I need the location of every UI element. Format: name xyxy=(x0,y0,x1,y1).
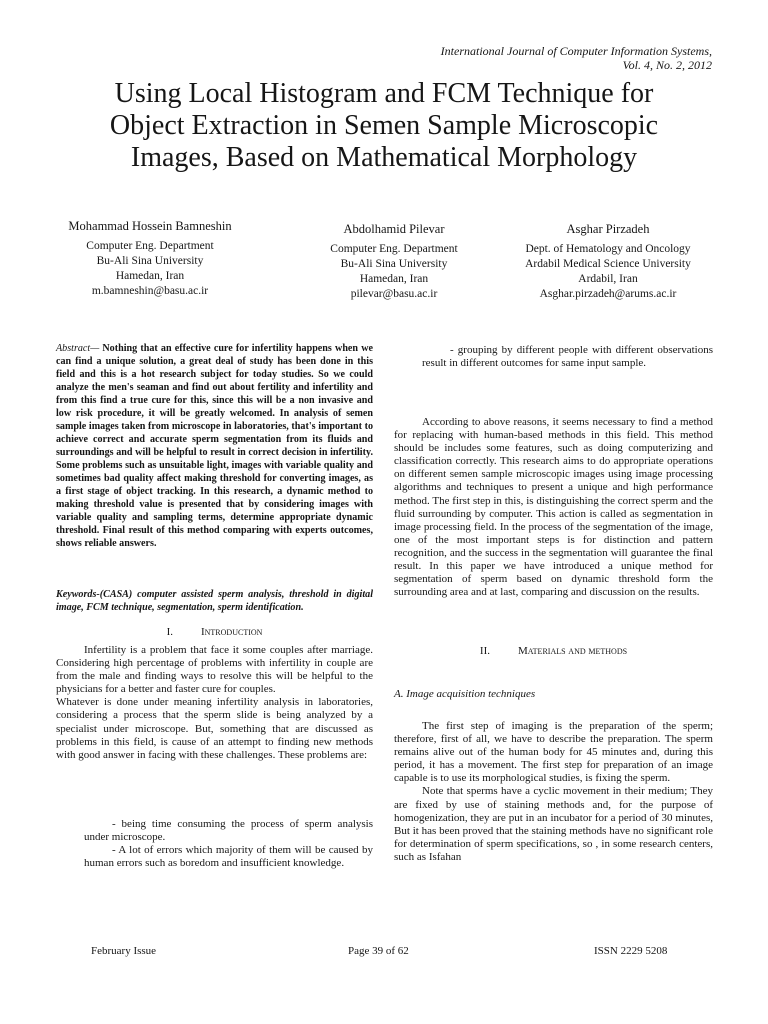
section-heading-introduction xyxy=(56,626,373,638)
author-institution: Ardabil Medical Science University xyxy=(525,258,691,270)
section-heading-materials xyxy=(394,645,713,657)
journal-name: International Journal of Computer Information Systems, xyxy=(440,44,712,58)
author-name: Asghar Pirzadeh xyxy=(566,222,650,236)
problem-item-2: - A lot of errors which majority of them will be caused by human errors such as boredom and insufficient knowledge. xyxy=(84,844,373,870)
keywords: Keywords-(CASA) computer assisted sperm analysis, threshold in digital image, FCM technique, segmentation, sperm identification. xyxy=(56,589,373,613)
author-block-3 xyxy=(496,222,720,302)
problem-item-3: - grouping by different people with different observations result in different outcomes for same input sample. xyxy=(422,344,713,370)
materials-paragraph-2: Note that sperms have a cyclic movement in their medium; They are fixed by use of staining methods and, for the purpose of homogenization, they are put in an incubator for a period of 30 minutes, But it has been proved that the staining methods have no significant role for determination of sperm specifications, so , in some research centers, such as Isfahan xyxy=(394,785,713,863)
author-dept: Computer Eng. Department xyxy=(330,243,458,255)
problem-list xyxy=(84,818,373,870)
section-number: II. xyxy=(479,645,490,657)
footer-page-number: Page 39 of 62 xyxy=(348,945,409,957)
problem-item-1: - being time consuming the process of sperm analysis under microscope. xyxy=(84,818,373,844)
author-dept: Dept. of Hematology and Oncology xyxy=(525,243,691,255)
intro-paragraph-2: Whatever is done under meaning infertility analysis in laboratories, considering a process that the sperm slide is being analyzed by a specialist under microscope. But, something that are discussed as problems in this field, is cause of an attempt to finding new methods with good answer in facing with these challenges. These problems are: xyxy=(56,696,373,761)
footer-issue: February Issue xyxy=(91,945,157,957)
abstract xyxy=(56,342,373,550)
title-line-1: Using Local Histogram and FCM Technique for xyxy=(114,78,654,109)
author-email: m.bamneshin@basu.ac.ir xyxy=(91,285,209,297)
reasons-paragraph: According to above reasons, it seems necessary to find a method for replacing with human-based methods in this field. This method should be includes some features, such as doing computerizing and classification correctly. This research aims to do appropriate operations on different semen sample microscopic images using image processing algorithms and techniques to present a unique and high performance method. The first step in this, is distinguishing the correct sperm and the fluid surrounding by computer. This action is called as segmentation in image processing field. In the process of the segmentation of the image, one of the most important steps is for distinction and pattern recognition, and the success in the segmentation will guarantee the final result. In this paper we have introduced a unique method for segmentation of sperm based on dynamic threshold form the surrounding area and at last, comparing and discussion on the results. xyxy=(394,416,713,599)
subsection-heading-a: A. Image acquisition techniques xyxy=(394,688,536,700)
journal-volume: Vol. 4, No. 2, 2012 xyxy=(622,58,712,72)
abstract-label: Abstract— xyxy=(56,343,100,354)
materials-paragraph-1: The first step of imaging is the preparation of the sperm; therefore, first of all, we have to describe the preparation. The sperm remains alive out of the human body for 45 minutes and, during this period, it has a movement. The first step for preparation of an image capable is to use its morphological studies, is fixing the sperm. xyxy=(394,720,713,785)
author-block-1 xyxy=(48,219,252,299)
title-line-3: Images, Based on Mathematical Morphology xyxy=(130,142,638,173)
author-dept: Computer Eng. Department xyxy=(86,240,214,252)
journal-header xyxy=(312,44,712,72)
intro-paragraph-1: Infertility is a problem that face it some couples after marriage. Considering high percentage of problems with infertility in couple are from the male and finding ways to resolve this will be helpful to the physicians for a better and faster cure for couples. xyxy=(56,644,373,696)
author-name: Abdolhamid Pilevar xyxy=(343,222,445,236)
introduction-body xyxy=(56,644,373,762)
section-number: I. xyxy=(166,626,173,638)
paper-title xyxy=(40,78,728,174)
footer-issn: ISSN 2229 5208 xyxy=(594,945,668,957)
author-city: Ardabil, Iran xyxy=(578,273,638,285)
author-email: Asghar.pirzadeh@arums.ac.ir xyxy=(539,288,677,300)
abstract-text: Nothing that an effective cure for infertility happens when we can find a unique solution, a great deal of study has been done in this field and this is a hot research subject for today studies. So we could analyze the men's seaman and find out about fertility and infertility and from this find a true cure for this, since this will be a non invasive and low risk procedure, it will be greatly welcomed. In analysis of semen sample images taken from microscope in laboratories, that's important to achieve correct and accurate sperm segmentation from its fluids and surroundings and will be helpful to result in correct decision in infertility. Some problems such as unsuitable light, images with variable quality and sometimes bad quality affect making threshold for converting images, as a first stage of object tracking. In this research, a dynamic method to making threshold value is presented that by considering images with variable quality and sampling terms, determine appropriate dynamic threshold. Final result of this method comparing with experts outcomes, shows reliable answers. xyxy=(56,343,373,549)
author-institution: Bu-Ali Sina University xyxy=(96,255,204,267)
author-block-2 xyxy=(296,222,492,302)
author-name: Mohammad Hossein Bamneshin xyxy=(68,219,232,233)
author-city: Hamedan, Iran xyxy=(115,270,185,282)
author-email: pilevar@basu.ac.ir xyxy=(350,288,438,300)
author-institution: Bu-Ali Sina University xyxy=(340,258,448,270)
author-city: Hamedan, Iran xyxy=(359,273,429,285)
materials-body xyxy=(394,720,713,864)
section-title: Introduction xyxy=(200,626,263,638)
title-line-2: Object Extraction in Semen Sample Microscopic xyxy=(109,110,659,141)
section-title: Materials and methods xyxy=(518,645,628,657)
